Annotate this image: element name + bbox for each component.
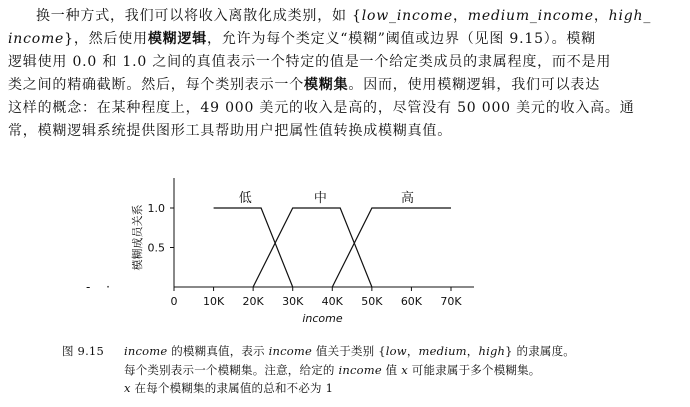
italic-term: income: [8, 31, 65, 47]
italic-term: high_: [608, 8, 652, 24]
text-run: ，: [466, 344, 479, 358]
text-run: ，: [452, 8, 468, 24]
text-run: 类之间的精确截断。然后，每个类别表示一个: [8, 77, 304, 93]
y-axis-label: 模糊成员关系: [131, 204, 144, 271]
x-tick-label: 30K: [282, 295, 304, 308]
figure-label: 图 9.15: [62, 344, 104, 358]
italic-term: x: [401, 363, 408, 377]
text-run: 每个类别表示一个模糊集。注意，给定的: [124, 363, 339, 377]
text-run: ，: [593, 8, 609, 24]
caption-line: [124, 342, 575, 361]
text-run: 逻辑使用 0.0 和 1.0 之间的真值表示一个特定的值是一个给定类成员的隶属程度，而不是用: [8, 54, 612, 70]
text-run: 这样的概念：在某种程度上，49 000 美元的收入是高的，尽管没有 50 000 美元的收入高。通: [8, 100, 635, 116]
italic-term: income: [268, 344, 313, 358]
margin-mark: - ·: [86, 280, 116, 294]
x-tick-label: 0: [170, 295, 178, 308]
text-run: 值关于类别 {: [312, 344, 386, 358]
italic-term: low_income: [361, 8, 453, 24]
italic-term: high: [478, 344, 506, 358]
text-run: ，允许为每个类定义“模糊”阈值或边界（见图 9.15）。模糊: [207, 31, 596, 47]
x-tick-label: 20K: [242, 295, 264, 308]
series-label: 中: [313, 191, 327, 206]
italic-term: low: [385, 344, 407, 358]
text-run: 常，模糊逻辑系统提供图形工具帮助用户把属性值转换成模糊真值。: [8, 123, 452, 139]
x-axis-label: income: [302, 312, 343, 325]
text-run: 换一种方式，我们可以将收入离散化成类别，如 {: [36, 8, 362, 24]
text-run: 可能隶属于多个模糊集。: [407, 363, 541, 377]
series-label: 低: [238, 191, 252, 206]
text-run: }，然后使用: [64, 31, 148, 47]
x-tick-label: 10K: [202, 295, 225, 308]
text-run: 值: [381, 363, 402, 377]
caption-line: [124, 361, 541, 380]
italic-term: medium: [418, 344, 467, 358]
caption-line: [124, 379, 333, 398]
series-label: 高: [400, 191, 414, 206]
series-line-2: [332, 208, 451, 287]
x-tick-label: 40K: [321, 295, 343, 308]
text-run: } 的隶属度。: [505, 344, 576, 358]
x-tick-label: 70K: [440, 295, 462, 308]
y-tick-label: 0.5: [147, 241, 165, 255]
italic-term: x: [124, 381, 131, 395]
text-run: 。因而，使用模糊逻辑，我们可以表达: [348, 77, 601, 93]
text-run: ，: [406, 344, 419, 358]
y-tick-label: 1.0: [147, 202, 165, 215]
bold-term: 模糊逻辑: [147, 31, 208, 47]
x-tick-label: 60K: [400, 295, 423, 308]
text-run: 的模糊真值，表示: [167, 344, 269, 358]
series-line-1: [253, 208, 372, 287]
text-run: 在每个模糊集的隶属值的总和不必为 1: [130, 381, 334, 395]
series-line-0: [214, 208, 293, 287]
x-tick-label: 50K: [361, 295, 383, 308]
italic-term: medium_income: [467, 8, 594, 24]
italic-term: income: [338, 363, 382, 377]
bold-term: 模糊集: [304, 77, 349, 93]
italic-term: income: [124, 344, 168, 358]
